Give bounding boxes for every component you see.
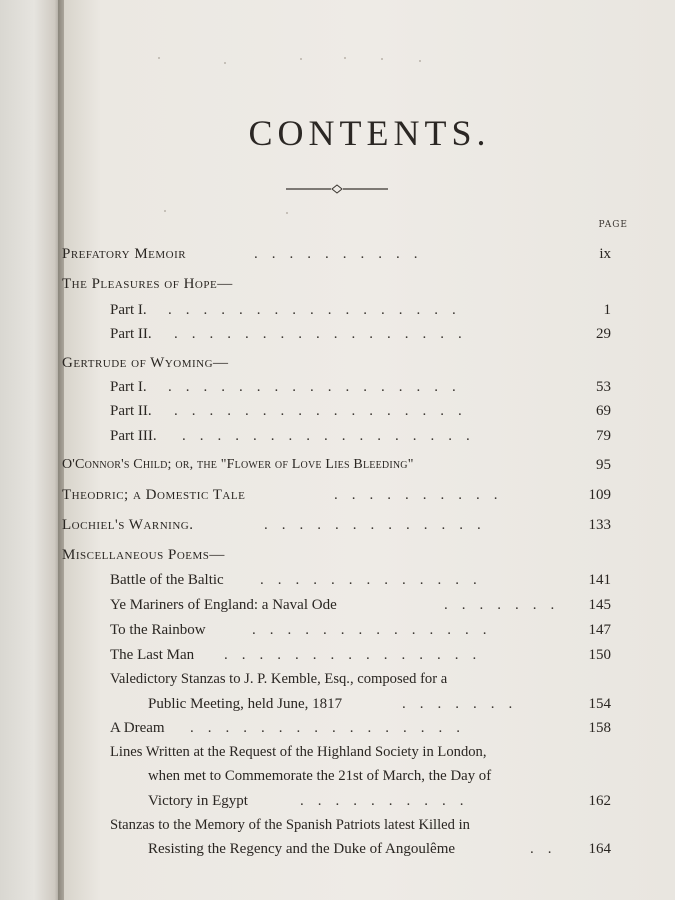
toc-entry-label: To the Rainbow: [110, 622, 206, 638]
toc-section-miscellaneous-poems: [64, 545, 675, 569]
toc-page-number: 150: [588, 647, 611, 663]
dot-leader: .................: [174, 326, 476, 342]
toc-page-number: 158: [588, 720, 611, 736]
dot-leader: ..............: [252, 622, 501, 638]
title-ornament-rule: [286, 184, 388, 194]
toc-entry-label-line-2: Public Meeting, held June, 1817: [148, 696, 343, 712]
paper-speck: [344, 57, 346, 59]
dot-leader: ..........: [300, 793, 478, 809]
dot-leader: .................: [168, 302, 470, 318]
toc-entry-label: The Last Man: [110, 647, 195, 663]
toc-page-number: 1: [603, 302, 611, 318]
dot-leader: ...............: [224, 647, 491, 663]
paper-speck: [419, 60, 421, 62]
toc-entry-label: Part III.: [110, 428, 157, 444]
toc-page-number: 162: [588, 793, 611, 809]
toc-entry-lochiels-warning: [64, 515, 675, 539]
toc-entry-gertrude-part-1: [64, 377, 675, 401]
toc-page-number: 95: [596, 457, 611, 473]
toc-section-label: Gertrude of Wyoming—: [62, 355, 229, 371]
toc-entry-to-the-rainbow: [64, 620, 675, 644]
toc-entry-highland-society-lines: [64, 742, 675, 814]
toc-entry-the-last-man: [64, 645, 675, 669]
toc-page-number: 53: [596, 379, 611, 395]
toc-entry-label: Prefatory Memoir: [62, 246, 187, 262]
paper-speck: [224, 62, 226, 64]
toc-entry-spanish-patriots-stanzas: [64, 815, 675, 863]
toc-entry-pleasures-part-2: [64, 324, 675, 348]
toc-entry-valedictory-stanzas: [64, 669, 675, 717]
toc-entry-label: Battle of the Baltic: [110, 572, 224, 588]
dot-leader: .............: [260, 572, 491, 588]
dot-leader: .................: [182, 428, 484, 444]
toc-page-number: ix: [599, 246, 611, 262]
page-title: CONTENTS.: [248, 113, 491, 153]
page-column-heading: PAGE: [598, 220, 628, 230]
dot-leader: ..: [530, 841, 566, 857]
toc-entry-label: Lochiel's Warning.: [62, 517, 194, 533]
dot-leader: .......: [402, 696, 527, 712]
toc-page-number: 145: [588, 597, 611, 613]
toc-entry-label: Theodric; a Domestic Tale: [62, 487, 246, 503]
paper-speck: [286, 212, 288, 214]
contents-page: [64, 0, 675, 900]
paper-speck: [300, 58, 302, 60]
paper-speck: [158, 57, 160, 59]
paper-speck: [381, 58, 383, 60]
toc-entry-battle-of-the-baltic: [64, 570, 675, 594]
dot-leader: ..........: [334, 487, 512, 503]
toc-page-number: 109: [588, 487, 611, 503]
facing-page-edge: [0, 0, 62, 900]
toc-entry-label-line-3: Victory in Egypt: [148, 793, 248, 809]
toc-entry-label-line-1: Lines Written at the Request of the Highland Society in London,: [110, 744, 487, 760]
toc-entry-theodric: [64, 485, 675, 509]
toc-entry-label-line-2: Resisting the Regency and the Duke of Angoulême: [148, 841, 456, 857]
toc-entry-pleasures-part-1: [64, 300, 675, 324]
toc-page-number: 154: [588, 696, 611, 712]
toc-entry-label: A Dream: [110, 720, 165, 736]
toc-entry-label: Part II.: [110, 403, 152, 419]
toc-page-number: 164: [588, 841, 611, 857]
toc-section-label: Miscellaneous Poems—: [62, 547, 225, 563]
toc-section-label: The Pleasures of Hope—: [62, 276, 233, 292]
toc-entry-label: O'Connor's Child; or, the "Flower of Love Lies Bleeding": [62, 457, 414, 472]
toc-section-pleasures-of-hope: [64, 274, 675, 298]
dot-leader: .......: [444, 597, 569, 613]
toc-entry-gertrude-part-2: [64, 401, 675, 425]
toc-page-number: 141: [588, 572, 611, 588]
toc-entry-label: Part II.: [110, 326, 152, 342]
toc-entry-oconnors-child: [64, 455, 675, 479]
toc-page-number: 79: [596, 428, 611, 444]
toc-entry-label-line-2: when met to Commemorate the 21st of March, the Day of: [148, 768, 492, 784]
toc-entry-gertrude-part-3: [64, 426, 675, 450]
toc-section-gertrude-of-wyoming: [64, 353, 675, 377]
toc-page-number: 69: [596, 403, 611, 419]
toc-page-number: 133: [588, 517, 611, 533]
dot-leader: .................: [168, 379, 470, 395]
toc-entry-prefatory-memoir: [64, 244, 675, 268]
toc-page-number: 29: [596, 326, 611, 342]
dot-leader: .............: [264, 517, 495, 533]
dot-leader: ................: [190, 720, 474, 736]
dot-leader: .................: [174, 403, 476, 419]
toc-entry-label: Part I.: [110, 302, 147, 318]
paper-speck: [164, 210, 166, 212]
dot-leader: ..........: [254, 246, 432, 262]
toc-entry-a-dream: [64, 718, 675, 742]
toc-entry-ye-mariners-of-england: [64, 595, 675, 619]
toc-entry-label: Ye Mariners of England: a Naval Ode: [110, 597, 337, 613]
toc-entry-label-line-1: Valedictory Stanzas to J. P. Kemble, Esq., composed for a: [110, 671, 448, 687]
toc-entry-label: Part I.: [110, 379, 147, 395]
toc-page-number: 147: [588, 622, 611, 638]
toc-entry-label-line-1: Stanzas to the Memory of the Spanish Patriots latest Killed in: [110, 817, 470, 833]
